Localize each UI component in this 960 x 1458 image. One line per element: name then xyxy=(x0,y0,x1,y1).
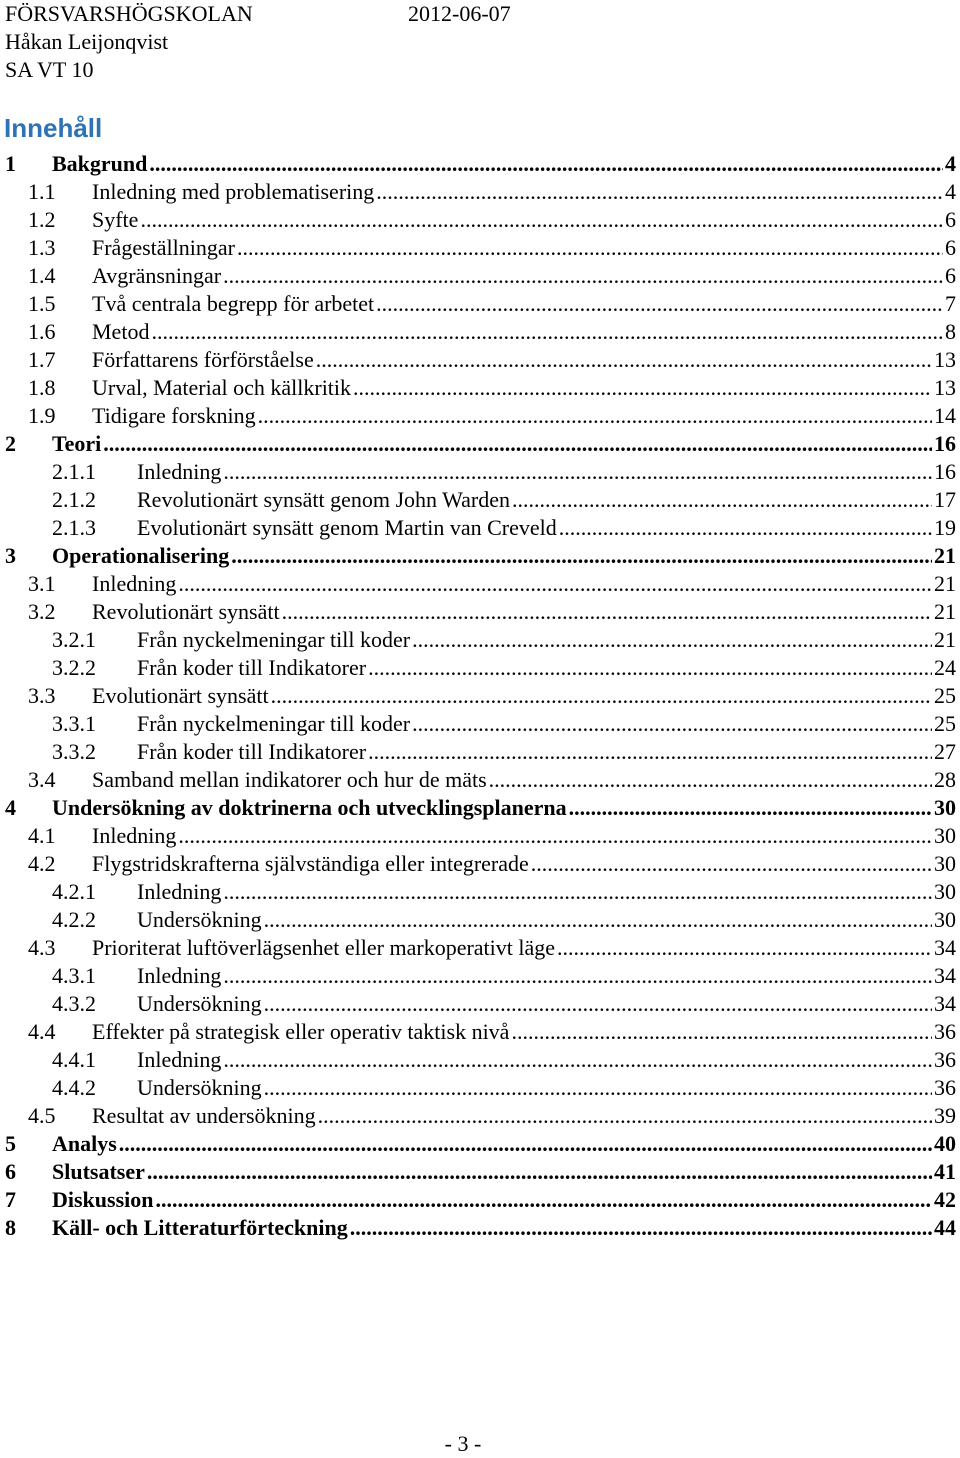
toc-entry-title: Författarens förförståelse xyxy=(92,347,314,372)
toc-entry-page: 6 xyxy=(945,207,956,232)
toc-entry-page: 21 xyxy=(934,599,956,624)
toc-dot-leader xyxy=(531,850,932,878)
toc-entry-page: 21 xyxy=(934,571,956,596)
toc-entry-number: 8 xyxy=(5,1215,16,1240)
toc-entry-number: 4.3.1 xyxy=(52,963,96,988)
toc-entry[interactable] xyxy=(28,766,956,794)
toc-entry[interactable] xyxy=(28,402,956,430)
toc-entry-title: Inledning xyxy=(92,571,177,596)
toc-entry-title: Urval, Material och källkritik xyxy=(92,375,352,400)
toc-dot-leader xyxy=(557,934,932,962)
toc-entry-page: 8 xyxy=(945,319,956,344)
toc-entry-page: 4 xyxy=(945,151,956,176)
toc-entry-title: Frågeställningar xyxy=(92,235,235,260)
toc-entry-title: Effekter på strategisk eller operativ taktisk nivå xyxy=(92,1019,510,1044)
toc-entry-page: 30 xyxy=(934,795,956,820)
toc-entry[interactable] xyxy=(28,178,956,206)
toc-entry-title: Undersökning xyxy=(137,1075,262,1100)
toc-entry[interactable] xyxy=(52,626,956,654)
toc-dot-leader xyxy=(264,906,932,934)
toc-entry-title: Käll- och Litteraturförteckning xyxy=(52,1215,348,1240)
toc-entry-title: Revolutionärt synsätt xyxy=(92,599,280,624)
toc-entry-number: 3 xyxy=(5,543,16,568)
toc-entry[interactable] xyxy=(28,1102,956,1130)
toc-dot-leader xyxy=(512,486,932,514)
toc-entry-title: Inledning xyxy=(137,879,222,904)
toc-entry-number: 1.3 xyxy=(28,235,56,260)
toc-dot-leader xyxy=(223,1046,932,1074)
toc-entry-number: 4.4 xyxy=(28,1019,56,1044)
toc-entry-number: 4.3 xyxy=(28,935,56,960)
toc-entry-number: 3.2.2 xyxy=(52,655,96,680)
toc-entry-title: Resultat av undersökning xyxy=(92,1103,316,1128)
toc-entry-number: 4.2.2 xyxy=(52,907,96,932)
toc-entry-number: 3.2 xyxy=(28,599,56,624)
toc-entry[interactable] xyxy=(5,150,956,178)
toc-dot-leader xyxy=(151,318,943,346)
toc-dot-leader xyxy=(119,1130,932,1158)
toc-entry[interactable] xyxy=(28,570,956,598)
toc-entry[interactable] xyxy=(5,542,956,570)
toc-entry-number: 4.4.2 xyxy=(52,1075,96,1100)
toc-dot-leader xyxy=(350,1214,932,1242)
toc-entry-title: Evolutionärt synsätt genom Martin van Creveld xyxy=(137,515,557,540)
toc-entry-page: 13 xyxy=(934,375,956,400)
toc-entry-number: 7 xyxy=(5,1187,16,1212)
toc-entry-page: 34 xyxy=(934,991,956,1016)
toc-dot-leader xyxy=(149,150,943,178)
toc-dot-leader xyxy=(264,1074,932,1102)
toc-entry[interactable] xyxy=(28,318,956,346)
toc-entry-page: 25 xyxy=(934,711,956,736)
toc-entry[interactable] xyxy=(28,374,956,402)
toc-entry[interactable] xyxy=(5,1130,956,1158)
toc-entry-page: 34 xyxy=(934,935,956,960)
toc-entry-number: 3.1 xyxy=(28,571,56,596)
toc-dot-leader xyxy=(316,346,932,374)
toc-entry[interactable] xyxy=(28,850,956,878)
toc-entry-number: 3.3.1 xyxy=(52,711,96,736)
toc-dot-leader xyxy=(178,822,932,850)
toc-entry[interactable] xyxy=(5,1186,956,1214)
toc-entry-page: 36 xyxy=(934,1075,956,1100)
toc-entry-number: 1.5 xyxy=(28,291,56,316)
toc-entry-page: 6 xyxy=(945,263,956,288)
toc-dot-leader xyxy=(140,206,943,234)
toc-dot-leader xyxy=(489,766,932,794)
toc-entry-title: Samband mellan indikatorer och hur de mäts xyxy=(92,767,487,792)
toc-dot-leader xyxy=(353,374,932,402)
toc-entry-page: 28 xyxy=(934,767,956,792)
header-author: Håkan Leijonqvist xyxy=(5,29,169,54)
toc-entry-title: Undersökning xyxy=(137,907,262,932)
toc-dot-leader xyxy=(412,710,932,738)
toc-entry-page: 25 xyxy=(934,683,956,708)
toc-entry-number: 2.1.3 xyxy=(52,515,96,540)
toc-entry-title: Inledning med problematisering xyxy=(92,179,375,204)
toc-entry-page: 44 xyxy=(934,1215,956,1240)
toc-entry-number: 5 xyxy=(5,1131,16,1156)
toc-entry[interactable] xyxy=(5,1158,956,1186)
toc-entry[interactable] xyxy=(52,1046,956,1074)
toc-dot-leader xyxy=(376,290,943,318)
toc-entry[interactable] xyxy=(28,1018,956,1046)
toc-entry-title: Diskussion xyxy=(52,1187,154,1212)
toc-entry[interactable] xyxy=(5,430,956,458)
toc-entry-title: Undersökning av doktrinerna och utvecklingsplanerna xyxy=(52,795,567,820)
toc-dot-leader xyxy=(368,654,932,682)
toc-entry[interactable] xyxy=(5,794,956,822)
toc-entry-title: Metod xyxy=(92,319,150,344)
toc-dot-leader xyxy=(178,570,932,598)
header-organization: FÖRSVARSHÖGSKOLAN xyxy=(5,1,253,26)
toc-entry-page: 34 xyxy=(934,963,956,988)
toc-entry[interactable] xyxy=(52,458,956,486)
toc-entry-title: Inledning xyxy=(92,823,177,848)
toc-entry[interactable] xyxy=(52,486,956,514)
toc-entry[interactable] xyxy=(28,206,956,234)
toc-entry-page: 30 xyxy=(934,907,956,932)
toc-dot-leader xyxy=(271,682,932,710)
toc-entry-page: 13 xyxy=(934,347,956,372)
toc-entry-title: Analys xyxy=(52,1131,117,1156)
toc-entry-number: 3.2.1 xyxy=(52,627,96,652)
toc-entry[interactable] xyxy=(28,234,956,262)
toc-entry-number: 1.8 xyxy=(28,375,56,400)
toc-entry-page: 30 xyxy=(934,851,956,876)
toc-dot-leader xyxy=(223,878,932,906)
toc-entry[interactable] xyxy=(28,682,956,710)
toc-dot-leader xyxy=(282,598,932,626)
toc-entry[interactable] xyxy=(52,514,956,542)
toc-entry-title: Tidigare forskning xyxy=(92,403,256,428)
toc-entry[interactable] xyxy=(28,934,956,962)
toc-entry[interactable] xyxy=(52,738,956,766)
toc-entry-page: 39 xyxy=(934,1103,956,1128)
toc-dot-leader xyxy=(223,262,943,290)
toc-heading: Innehåll xyxy=(4,113,103,143)
toc-entry[interactable] xyxy=(28,290,956,318)
toc-entry[interactable] xyxy=(52,990,956,1018)
toc-dot-leader xyxy=(264,990,932,1018)
toc-entry-title: Två centrala begrepp för arbetet xyxy=(92,291,375,316)
toc-entry-number: 4 xyxy=(5,795,16,820)
toc-entry-page: 40 xyxy=(934,1131,956,1156)
header-date: 2012-06-07 xyxy=(408,1,511,26)
toc-entry-number: 4.3.2 xyxy=(52,991,96,1016)
toc-entry-number: 4.1 xyxy=(28,823,56,848)
toc-entry[interactable] xyxy=(28,598,956,626)
toc-entry-number: 4.5 xyxy=(28,1103,56,1128)
toc-dot-leader xyxy=(412,626,932,654)
toc-entry-title: Från nyckelmeningar till koder xyxy=(137,711,411,736)
toc-dot-leader xyxy=(237,234,943,262)
toc-dot-leader xyxy=(368,738,932,766)
toc-entry-page: 21 xyxy=(934,627,956,652)
toc-entry[interactable] xyxy=(52,906,956,934)
toc-entry-title: Evolutionärt synsätt xyxy=(92,683,269,708)
toc-entry-number: 2.1.1 xyxy=(52,459,96,484)
toc-entry[interactable] xyxy=(52,878,956,906)
toc-entry-title: Teori xyxy=(52,431,102,456)
toc-entry-page: 16 xyxy=(934,431,956,456)
toc-entry-page: 16 xyxy=(934,459,956,484)
toc-entry[interactable] xyxy=(52,654,956,682)
toc-dot-leader xyxy=(511,1018,932,1046)
toc-dot-leader xyxy=(223,962,932,990)
toc-entry-number: 6 xyxy=(5,1159,16,1184)
toc-entry-page: 17 xyxy=(934,487,956,512)
toc-entry-title: Operationalisering xyxy=(52,543,230,568)
toc-entry-page: 36 xyxy=(934,1019,956,1044)
toc-entry-title: Från koder till Indikatorer xyxy=(137,739,367,764)
toc-entry-title: Från nyckelmeningar till koder xyxy=(137,627,411,652)
toc-entry[interactable] xyxy=(52,710,956,738)
toc-entry-title: Inledning xyxy=(137,459,222,484)
toc-entry[interactable] xyxy=(5,1214,956,1242)
toc-entry[interactable] xyxy=(28,822,956,850)
toc-entry-page: 14 xyxy=(934,403,956,428)
toc-entry-title: Inledning xyxy=(137,1047,222,1072)
toc-entry-page: 21 xyxy=(934,543,956,568)
toc-entry[interactable] xyxy=(28,346,956,374)
toc-entry-number: 1.6 xyxy=(28,319,56,344)
toc-dot-leader xyxy=(103,430,932,458)
toc-entry-page: 24 xyxy=(934,655,956,680)
toc-entry-page: 4 xyxy=(945,179,956,204)
toc-entry-number: 4.4.1 xyxy=(52,1047,96,1072)
toc-entry-number: 4.2.1 xyxy=(52,879,96,904)
toc-entry-number: 3.3 xyxy=(28,683,56,708)
toc-dot-leader xyxy=(569,794,932,822)
header-course: SA VT 10 xyxy=(5,57,94,82)
toc-entry-title: Flygstridskrafterna självständiga eller integrerade xyxy=(92,851,529,876)
toc-entry-page: 42 xyxy=(934,1187,956,1212)
toc-dot-leader xyxy=(376,178,943,206)
toc-entry-title: Undersökning xyxy=(137,991,262,1016)
toc-dot-leader xyxy=(559,514,932,542)
toc-entry-number: 1.4 xyxy=(28,263,56,288)
toc-entry-page: 41 xyxy=(934,1159,956,1184)
toc-entry-number: 1.9 xyxy=(28,403,56,428)
toc-entry-page: 6 xyxy=(945,235,956,260)
toc-dot-leader xyxy=(231,542,932,570)
toc-entry-title: Prioriterat luftöverlägsenhet eller markoperativt läge xyxy=(92,935,556,960)
toc-entry-number: 4.2 xyxy=(28,851,56,876)
toc-dot-leader xyxy=(147,1158,932,1186)
toc-entry-page: 19 xyxy=(934,515,956,540)
toc-entry-title: Avgränsningar xyxy=(92,263,222,288)
toc-entry-number: 1 xyxy=(5,151,16,176)
toc-dot-leader xyxy=(318,1102,932,1130)
toc-entry-title: Från koder till Indikatorer xyxy=(137,655,367,680)
toc-dot-leader xyxy=(223,458,932,486)
toc-entry-page: 7 xyxy=(945,291,956,316)
toc-entry-title: Bakgrund xyxy=(52,151,148,176)
page-number: - 3 - xyxy=(444,1431,482,1456)
toc-entry-number: 3.3.2 xyxy=(52,739,96,764)
toc-entry-page: 30 xyxy=(934,879,956,904)
toc-entry-page: 36 xyxy=(934,1047,956,1072)
toc-dot-leader xyxy=(258,402,932,430)
toc-entry-number: 2 xyxy=(5,431,16,456)
toc-entry[interactable] xyxy=(52,1074,956,1102)
toc-entry-title: Inledning xyxy=(137,963,222,988)
toc-entry-number: 1.2 xyxy=(28,207,56,232)
toc-entry-title: Syfte xyxy=(92,207,139,232)
toc-entry-title: Slutsatser xyxy=(52,1159,145,1184)
toc-entry-page: 27 xyxy=(934,739,956,764)
toc-entry[interactable] xyxy=(28,262,956,290)
toc-entry-number: 2.1.2 xyxy=(52,487,96,512)
toc-entry-number: 1.7 xyxy=(28,347,56,372)
toc-entry[interactable] xyxy=(52,962,956,990)
toc-dot-leader xyxy=(156,1186,932,1214)
toc-entry-number: 3.4 xyxy=(28,767,56,792)
toc-entry-number: 1.1 xyxy=(28,179,56,204)
toc-entry-page: 30 xyxy=(934,823,956,848)
toc-entry-title: Revolutionärt synsätt genom John Warden xyxy=(137,487,510,512)
